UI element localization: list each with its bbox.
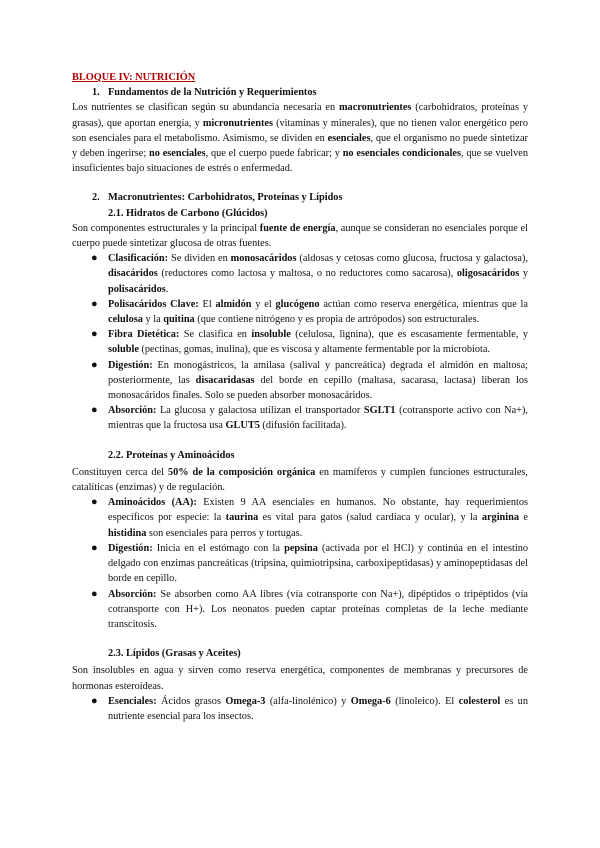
bullet-icon: ● <box>91 358 98 371</box>
bullet-icon: ● <box>91 252 98 265</box>
section-1-title: Fundamentos de la Nutrición y Requerimientos <box>108 87 317 99</box>
bullet-icon: ● <box>91 297 98 310</box>
lipids-list <box>72 694 528 724</box>
bullet-icon: ● <box>91 496 98 509</box>
subsection-2-1-intro: Son componentes estructurales y la principal fuente de energía, aunque se consideran no esenciales porque el cuerpo puede sintetizar glucosa de otras fuentes. <box>72 222 528 250</box>
block-title: BLOQUE IV: NUTRICIÓN <box>72 72 196 83</box>
section-1-number: 1. <box>92 87 100 99</box>
bullet-icon: ● <box>91 404 98 417</box>
bullet-icon: ● <box>91 328 98 341</box>
subsection-2-1-title: 2.1. Hidratos de Carbono (Glúcidos) <box>108 207 268 219</box>
list-item: ● Esenciales: Ácidos grasos Omega-3 (alfa-linolénico) y Omega-6 (linoleico). El colesterol es un nutriente esencial para los insectos. <box>91 694 528 722</box>
list-item: ● Absorción: Se absorben como AA libres (vía cotransporte con Na+), dipéptidos o tripéptidos (vía cotransporte con H+). Los neonatos pueden captar proteínas completas de la leche mediante transcitosis. <box>91 587 528 630</box>
list-item: ● Aminoácidos (AA): Existen 9 AA esenciales en humanos. No obstante, hay requerimientos específicos por especie: la taurina es vital para gatos (salud cardiaca y ocular), y la arginina e histidina son esenciales para perros y tortugas. <box>91 496 528 539</box>
subsection-2-2-intro: Constituyen cerca del 50% de la composición orgánica en mamíferos y cumplen funciones estructurales, catalíticas (enzimas) y de regulación. <box>72 466 528 494</box>
list-item: ● Polisacáridos Clave: El almidón y el glucógeno actúan como reserva energética, mientras que la celulosa y la quitina (que contiene nitrógeno y es propia de artrópodos) son estructurales. <box>91 297 528 326</box>
bullet-icon: ● <box>91 587 98 600</box>
section-1-paragraph: Los nutrientes se clasifican según su abundancia necesaria en macronutrientes (carbohidratos, proteínas y grasas), que aportan energía, y micronutrientes (vitaminas y minerales), que no tienen valor energético pero son esenciales para el metabolismo. Asimismo, se dividen en esenciales, que el organismo no puede sintetizar y deben ingerirse; no esenciales, que el cuerpo puede fabricar; y no esenciales condicionales, que se vuelven insuficientes bajo situaciones de estrés o enfermedad. <box>72 102 529 175</box>
subsection-2-3-intro: Son insolubles en agua y sirven como reserva energética, componentes de membranas y precursores de hormonas esteroideas. <box>72 665 528 692</box>
bullet-icon: ● <box>91 541 98 554</box>
section-2-title: Macronutrientes: Carbohidratos, Proteínas y Lípidos <box>108 192 343 204</box>
subsection-2-2-title: 2.2. Proteínas y Aminoácidos <box>108 449 235 461</box>
section-1-heading <box>92 85 528 100</box>
list-item: ● Digestión: Inicia en el estómago con la pepsina (activada por el HCl) y continúa en el intestino delgado con enzimas pancreáticas (tripsina, quimiotripsina, carboxipeptidasas) y aminopeptidasas del borde en cepillo. <box>91 541 528 585</box>
section-2-number: 2. <box>92 192 100 204</box>
list-item: ● Clasificación: Se dividen en monosacáridos (aldosas y cetosas como glucosa, fructosa y galactosa), disacáridos (reductores como lactosa y maltosa, o no reductores como sacarosa), oligosacáridos y polisacáridos. <box>91 252 529 295</box>
list-item: ● Digestión: En monogástricos, la amilasa (salival y pancreática) degrada el almidón en maltosa; posteriormente, las disacaridasas del borde en cepillo (maltasa, sacarasa, lactasa) liberan los monosacáridos finales. Solo se pueden absorber monosacáridos. <box>91 358 528 402</box>
subsection-2-3-title: 2.3. Lípidos (Grasas y Aceites) <box>108 648 241 660</box>
proteins-list <box>72 495 528 632</box>
list-item: ● Absorción: La glucosa y galactosa utilizan el transportador SGLT1 (cotransporte activo con Na+), mientras que la fructosa usa GLUT5 (difusión facilitada). <box>91 404 528 432</box>
section-2-heading <box>92 190 528 205</box>
carbohydrates-list <box>72 251 528 433</box>
document-content <box>72 70 528 724</box>
list-item: ● Fibra Dietética: Se clasifica en insoluble (celulosa, lignina), que es escasamente fermentable, y soluble (pectinas, gomas, inulina), que es viscosa y altamente fermentable por la microbiota. <box>91 328 528 356</box>
bullet-icon: ● <box>91 694 98 707</box>
